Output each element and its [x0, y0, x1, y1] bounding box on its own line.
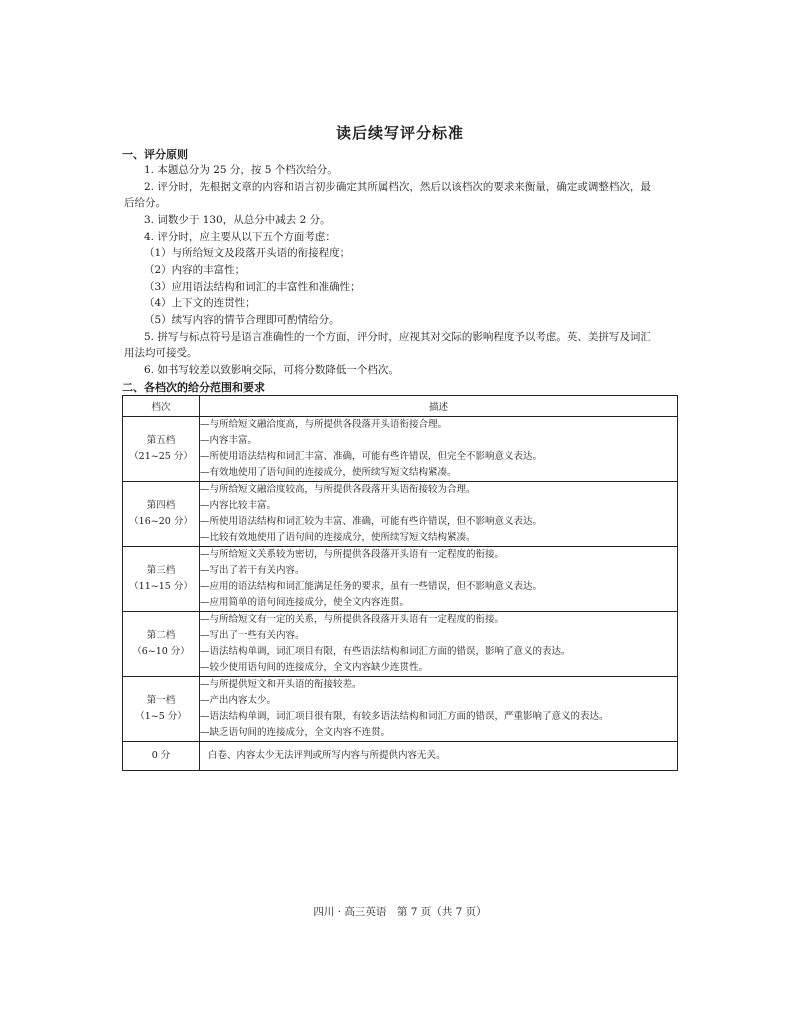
principle-item: 1. 本题总分为 25 分，按 5 个档次给分。	[144, 164, 338, 176]
table-row	[123, 417, 678, 482]
grade-description-cell	[200, 612, 678, 677]
description-line: —比较有效地使用了语句间的连接成分，使所续写短文结构紧凑。	[200, 532, 476, 543]
principle-subitem: （5）续写内容的情节合理即可酌情给分。	[144, 314, 340, 326]
grade-level-range: （16~20 分）	[129, 516, 193, 527]
section-heading-grades: 二、各档次的给分范围和要求	[122, 381, 265, 394]
description-line: —所使用语法结构和词汇较为丰富、准确，可能有些许错误，但不影响意义表达。	[200, 516, 543, 527]
description-line: —应用简单的语句间连接成分，使全文内容连贯。	[200, 597, 410, 608]
description-line: —与所提供短文和开头语的衔接较差。	[200, 679, 362, 690]
description-line: —缺乏语句间的连接成分，全文内容不连贯。	[200, 727, 391, 738]
grade-level-range: （11~15 分）	[129, 581, 193, 592]
principle-subitem: （3）应用语法结构和词汇的丰富性和准确性；	[144, 281, 361, 293]
grade-level-name: 第四档	[146, 500, 176, 511]
grade-level-range: （1~5 分）	[135, 711, 187, 722]
description-line: —写出了一些有关内容。	[200, 630, 305, 641]
grade-level-cell	[123, 677, 200, 742]
grade-description-cell	[200, 417, 678, 482]
page-footer: 四川 · 高三英语 第 7 页（共 7 页）	[313, 906, 487, 918]
grade-level-cell	[123, 547, 200, 612]
description-line: —与所给短文有一定的关系，与所提供各段落开头语有一定程度的衔接。	[200, 614, 505, 625]
description-line: —有效地使用了语句间的连接成分，使所续写短文结构紧凑。	[200, 467, 457, 478]
principle-item: 5. 拼写与标点符号是语言准确性的一个方面，评分时，应视其对交际的影响程度予以考虑。英、美拼写及词汇	[144, 331, 651, 343]
grade-description-cell	[200, 547, 678, 612]
table-row	[123, 677, 678, 742]
table-header-row	[123, 396, 678, 417]
grade-level-cell	[123, 417, 200, 482]
grade-level-name: 第二档	[146, 630, 176, 641]
table-row	[123, 482, 678, 547]
grade-level-name: 第三档	[146, 565, 176, 576]
grade-level-range: （6~10 分）	[132, 646, 190, 657]
table-row-zero	[123, 742, 678, 771]
grade-level-cell	[123, 482, 200, 547]
principle-item: 后给分。	[124, 197, 166, 209]
column-header-level: 档次	[123, 396, 200, 417]
grade-description-cell	[200, 482, 678, 547]
description-line: —语法结构单调，词汇项目很有限，有较多语法结构和词汇方面的错误，严重影响了意义的表达。	[200, 711, 609, 722]
principle-subitem: （4）上下文的连贯性；	[144, 297, 256, 309]
grade-level-cell	[123, 612, 200, 677]
principle-subitem: （1）与所给短文及段落开头语的衔接程度；	[144, 247, 351, 259]
principle-item: 6. 如书写较差以致影响交际，可将分数降低一个档次。	[144, 364, 399, 376]
principle-item: 3. 词数少于 130，从总分中减去 2 分。	[144, 214, 331, 226]
grade-level-range: （21~25 分）	[129, 451, 193, 462]
description-line: —与所给短文关系较为密切，与所提供各段落开头语有一定程度的衔接。	[200, 549, 505, 560]
description-line: —产出内容太少。	[200, 695, 277, 706]
description-line: —与所给短文融洽度较高，与所提供各段落开头语衔接较为合理。	[200, 484, 476, 495]
principle-subitem: （2）内容的丰富性；	[144, 264, 246, 276]
description-line: —所使用语法结构和词汇丰富、准确，可能有些许错误，但完全不影响意义表达。	[200, 451, 543, 462]
description-line: —内容丰富。	[200, 435, 258, 446]
grading-table	[122, 395, 678, 771]
description-line: —内容比较丰富。	[200, 500, 277, 511]
grade-level-name: 第五档	[146, 435, 176, 446]
table-row	[123, 547, 678, 612]
description-line: —应用的语法结构和词汇能满足任务的要求，虽有一些错误，但不影响意义表达。	[200, 581, 543, 592]
description-line: —语法结构单调，词汇项目有限，有些语法结构和词汇方面的错误，影响了意义的表达。	[200, 646, 571, 657]
grade-description-cell	[200, 677, 678, 742]
principle-item: 用法均可接受。	[124, 347, 198, 359]
column-header-description: 描述	[200, 396, 678, 417]
principle-item: 2. 评分时，先根据文章的内容和语言初步确定其所属档次，然后以该档次的要求来衡量，确定或调整档次，最	[144, 181, 651, 193]
principle-item: 4. 评分时，应主要从以下五个方面考虑：	[144, 231, 336, 243]
description-line: —与所给短文融洽度高，与所提供各段落开头语衔接合理。	[200, 419, 448, 430]
grade-level-cell: 0 分	[123, 742, 200, 771]
description-line: —较少使用语句间的连接成分，全文内容缺少连贯性。	[200, 662, 429, 673]
grade-level-name: 第一档	[146, 695, 176, 706]
grade-description-cell: 白卷、内容太少无法评判或所写内容与所提供内容无关。	[200, 742, 678, 771]
section-heading-principles: 一、评分原则	[122, 148, 188, 161]
page-title: 读后续写评分标准	[335, 124, 464, 142]
description-line: —写出了若干有关内容。	[200, 565, 305, 576]
table-row	[123, 612, 678, 677]
